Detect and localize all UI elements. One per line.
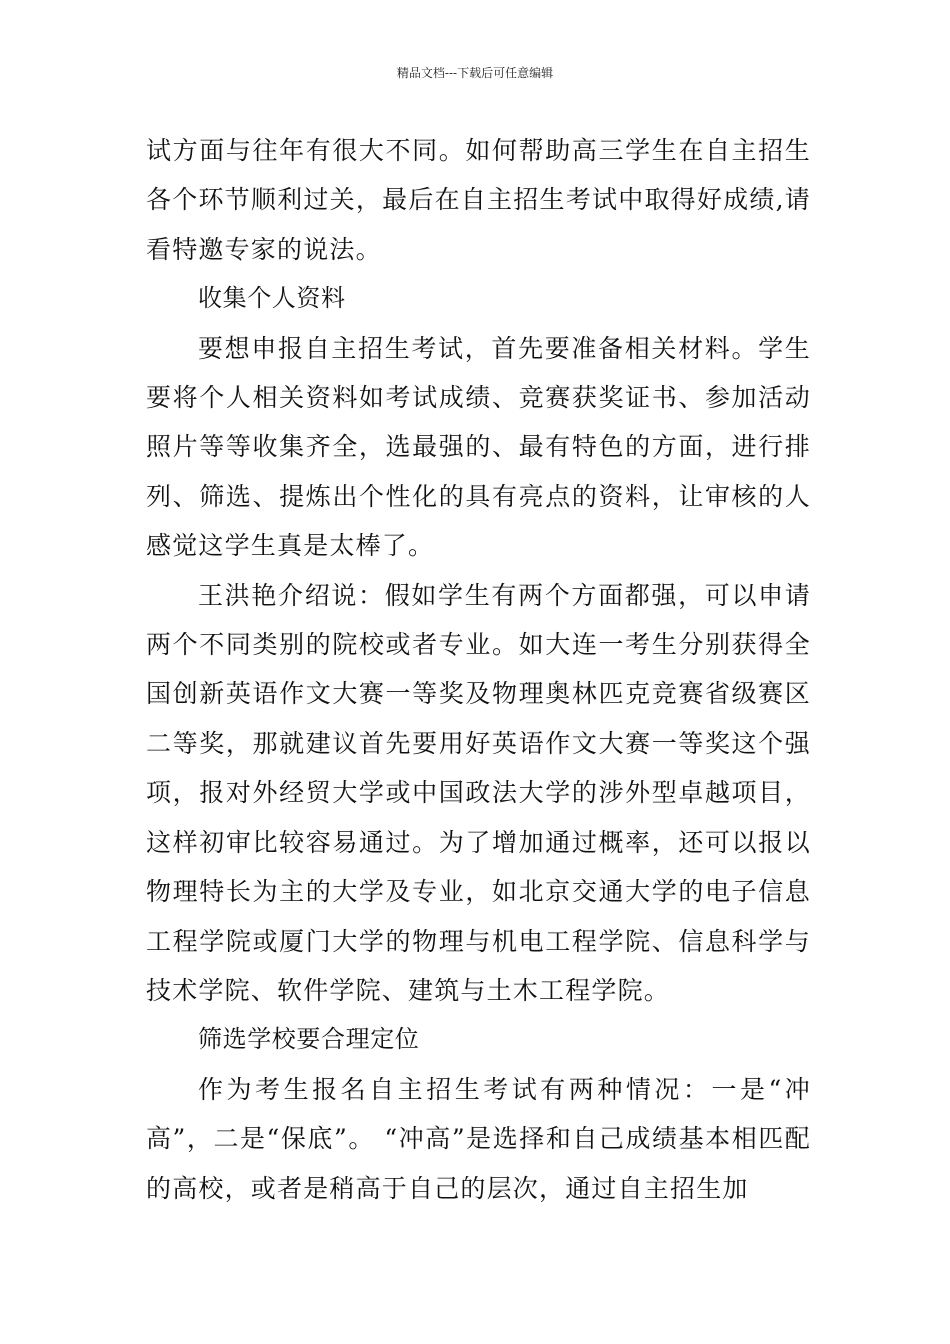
paragraph-wang-hongyan: 王洪艳介绍说：假如学生有两个方面都强，可以申请两个不同类别的院校或者专业。如大连一考生分别获得全国创新英语作文大赛一等奖及物理奥林匹克竞赛省级赛区二等奖，那就建议首先要用好英语作文大赛一等奖这个强项，报对外经贸大学或中国政法大学的涉外型卓越项目，这样初审比较容易通过。为了增加通过概率，还可以报以物理特长为主的大学及专业，如北京交通大学的电子信息工程学院或厦门大学的物理与机电工程学院、信息科学与技术学院、软件学院、建筑与土木工程学院。 [146, 580, 811, 1005]
paragraph-two-situations: 作为考生报名自主招生考试有两种情况：一是“冲高”，二是“保底”。 “冲高”是选择和自己成绩基本相匹配的高校，或者是稍高于自己的层次，通过自主招生加 [146, 1074, 811, 1203]
section-heading-collect-info: 收集个人资料 [198, 284, 346, 313]
page-header: 精品文档---下载后可任意编辑 [396, 66, 554, 80]
section-heading-school-selection: 筛选学校要合理定位 [198, 1025, 420, 1054]
paragraph-materials: 要想申报自主招生考试，首先要准备相关材料。学生要将个人相关资料如考试成绩、竞赛获奖证书、参加活动照片等等收集齐全，选最强的、最有特色的方面，进行排列、筛选、提炼出个性化的具有亮点的资料，让审核的人感觉这学生真是太棒了。 [146, 333, 811, 561]
paragraph-continuation: 试方面与往年有很大不同。如何帮助高三学生在自主招生各个环节顺利过关，最后在自主招生考试中取得好成绩,请看特邀专家的说法。 [146, 136, 811, 264]
document-body [146, 126, 811, 1213]
